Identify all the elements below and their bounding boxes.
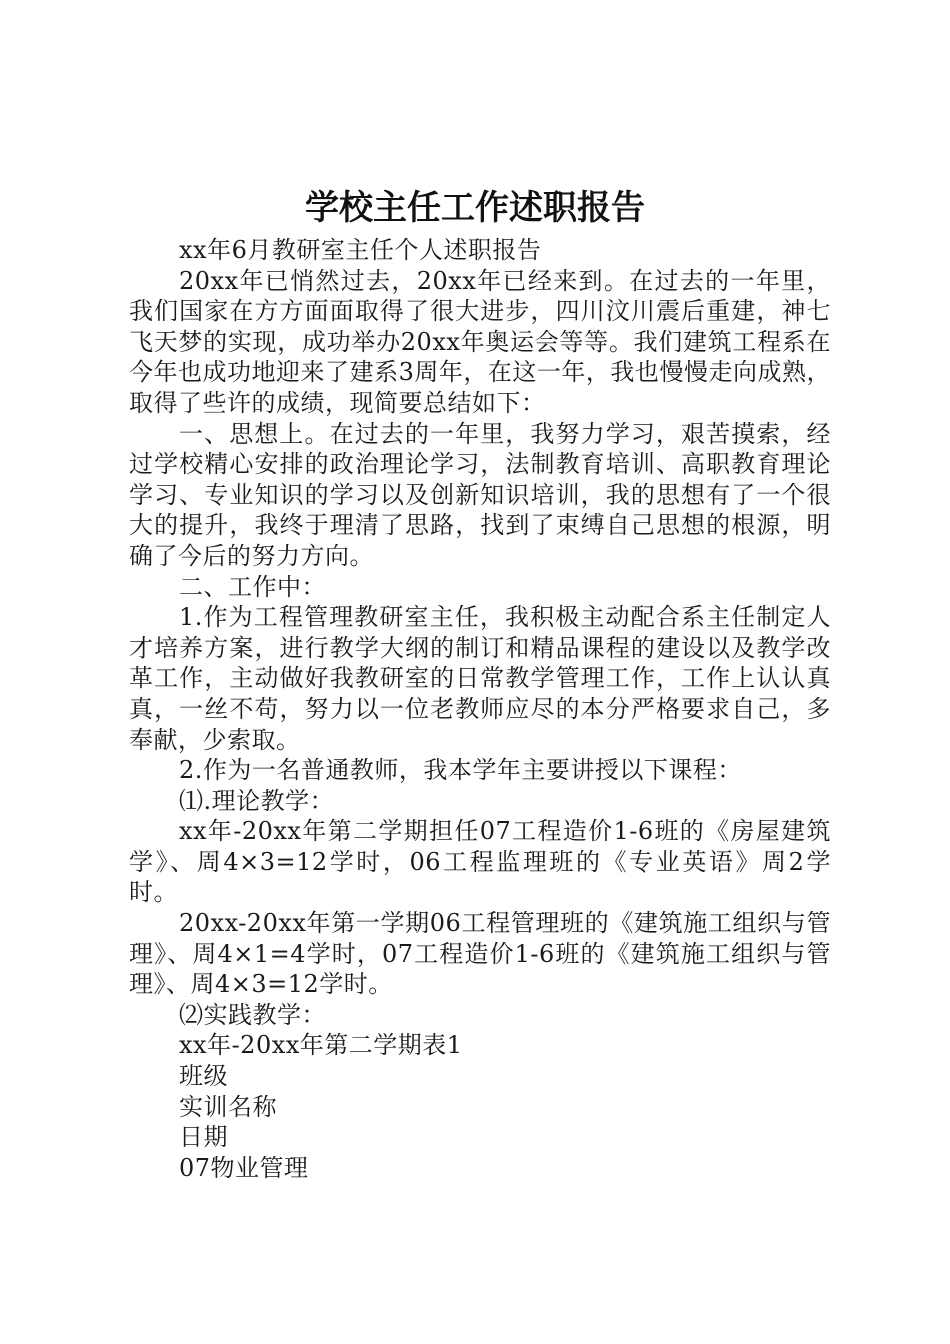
table-header-class: 班级 (179, 1062, 228, 1091)
document-title: 学校主任工作述职报告 (305, 188, 645, 228)
section-heading-work: 二、工作中： (179, 572, 326, 601)
table-header-date: 日期 (179, 1123, 228, 1152)
paragraph-theory-2: 20xx-20xx年第一学期06工程管理班的《建筑施工组织与管理》、周4×1=4学时，07工程造价1-6班的《建筑施工组织与管理》、周4×3=12学时。 (129, 909, 831, 999)
subheading-practice: ⑵实践教学： (179, 1000, 326, 1029)
paragraph-thought: 一、思想上。在过去的一年里，我努力学习，艰苦摸索，经过学校精心安排的政治理论学习，法制教育培训、高职教育理论学习、专业知识的学习以及创新知识培训，我的思想有了一个很大的提升，我终于理清了思路，找到了束缚自己思想的根源，明确了今后的努力方向。 (129, 419, 831, 570)
subheading-theory: ⑴.理论教学： (179, 786, 335, 815)
table-cell-class: 07物业管理 (179, 1153, 309, 1182)
table-header-training: 实训名称 (179, 1092, 277, 1121)
paragraph-intro: 20xx年已悄然过去，20xx年已经来到。在过去的一年里，我们国家在方方面面取得了很大进步，四川汶川震后重建，神七飞天梦的实现，成功举办20xx年奥运会等等。我们建筑工程系在今年也成功地迎来了建系3周年，在这一年，我也慢慢走向成熟，取得了些许的成绩，现简要总结如下： (129, 266, 831, 417)
paragraph-work-1: 1.作为工程管理教研室主任，我积极主动配合系主任制定人才培养方案，进行教学大纲的制订和精品课程的建设以及教学改革工作，主动做好我教研室的日常教学管理工作，工作上认认真真，一丝不苟，努力以一位老教师应尽的本分严格要求自己，多奉献，少索取。 (129, 603, 831, 754)
table-caption: xx年-20xx年第二学期表1 (179, 1031, 463, 1060)
paragraph-work-2: 2.作为一名普通教师，我本学年主要讲授以下课程： (179, 756, 742, 785)
paragraph-theory-1: xx年-20xx年第二学期担任07工程造价1-6班的《房屋建筑学》、周4×3=12学时，06工程监理班的《专业英语》周2学时。 (129, 817, 831, 907)
document-body (129, 235, 831, 1183)
subtitle-line: xx年6月教研室主任个人述职报告 (179, 236, 542, 264)
